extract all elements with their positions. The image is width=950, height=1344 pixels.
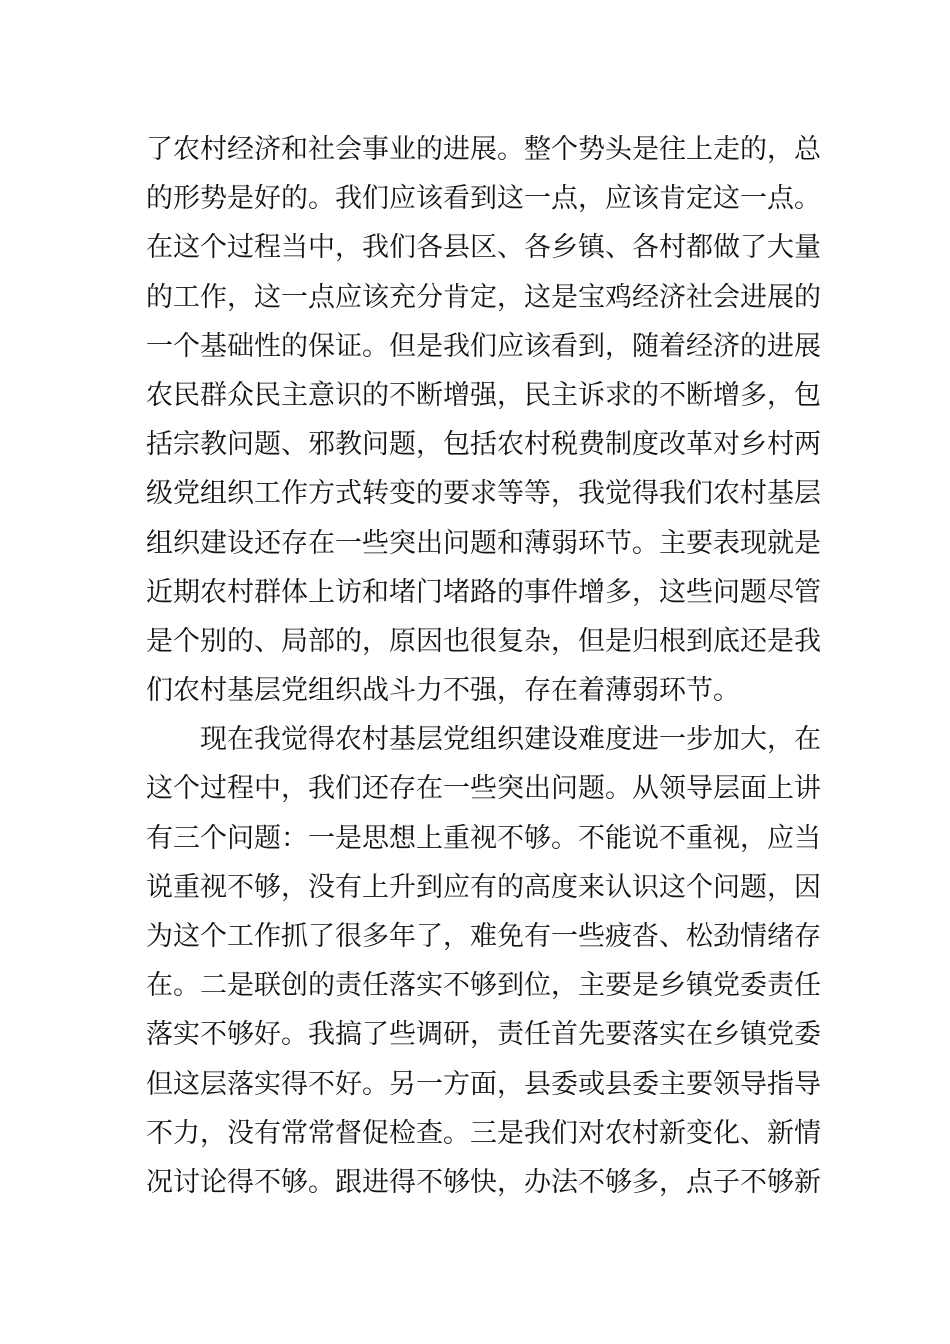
text-line: 现在我觉得农村基层党组织建设难度进一步加大，在: [200, 724, 821, 756]
document-body: [146, 125, 821, 1207]
text-line: 但这层落实得不好。另一方面，县委或县委主要领导指导: [146, 1068, 821, 1100]
text-line: 的工作，这一点应该充分肯定，这是宝鸡经济社会进展的: [146, 281, 821, 313]
text-line: 这个过程中，我们还存在一些突出问题。从领导层面上讲: [146, 773, 821, 805]
text-line: 的形势是好的。我们应该看到这一点，应该肯定这一点。: [146, 183, 821, 215]
text-line: 农民群众民主意识的不断增强，民主诉求的不断增多，包: [146, 379, 821, 411]
paragraph-2: [146, 715, 821, 1207]
text-line: 括宗教问题、邪教问题，包括农村税费制度改革对乡村两: [146, 429, 821, 461]
paragraph-1: [146, 125, 821, 715]
text-line: 近期农村群体上访和堵门堵路的事件增多，这些问题尽管: [146, 576, 821, 608]
text-line: 不力，没有常常督促检查。三是我们对农村新变化、新情: [146, 1117, 821, 1149]
text-line: 了农村经济和社会事业的进展。整个势头是往上走的，总: [146, 134, 821, 165]
text-line: 是个别的、局部的，原因也很复杂，但是归根到底还是我: [146, 625, 821, 657]
text-line: 落实不够好。我搞了些调研，责任首先要落实在乡镇党委: [146, 1019, 821, 1051]
text-line: 在这个过程当中，我们各县区、各乡镇、各村都做了大量: [146, 232, 821, 264]
text-line: 组织建设还存在一些突出问题和薄弱环节。主要表现就是: [146, 527, 821, 559]
text-line: 级党组织工作方式转变的要求等等，我觉得我们农村基层: [146, 478, 821, 510]
text-line: 们农村基层党组织战斗力不强，存在着薄弱环节。: [146, 675, 740, 707]
text-line: 况讨论得不够。跟进得不够快，办法不够多，点子不够新: [146, 1166, 821, 1198]
text-line: 为这个工作抓了很多年了，难免有一些疲沓、松劲情绪存: [146, 921, 821, 952]
text-line: 在。二是联创的责任落实不够到位，主要是乡镇党委责任: [146, 970, 821, 1002]
text-line: 说重视不够，没有上升到应有的高度来认识这个问题，因: [146, 871, 821, 903]
text-line: 一个基础性的保证。但是我们应该看到，随着经济的进展: [146, 330, 821, 362]
text-line: 有三个问题：一是思想上重视不够。不能说不重视，应当: [146, 822, 821, 854]
